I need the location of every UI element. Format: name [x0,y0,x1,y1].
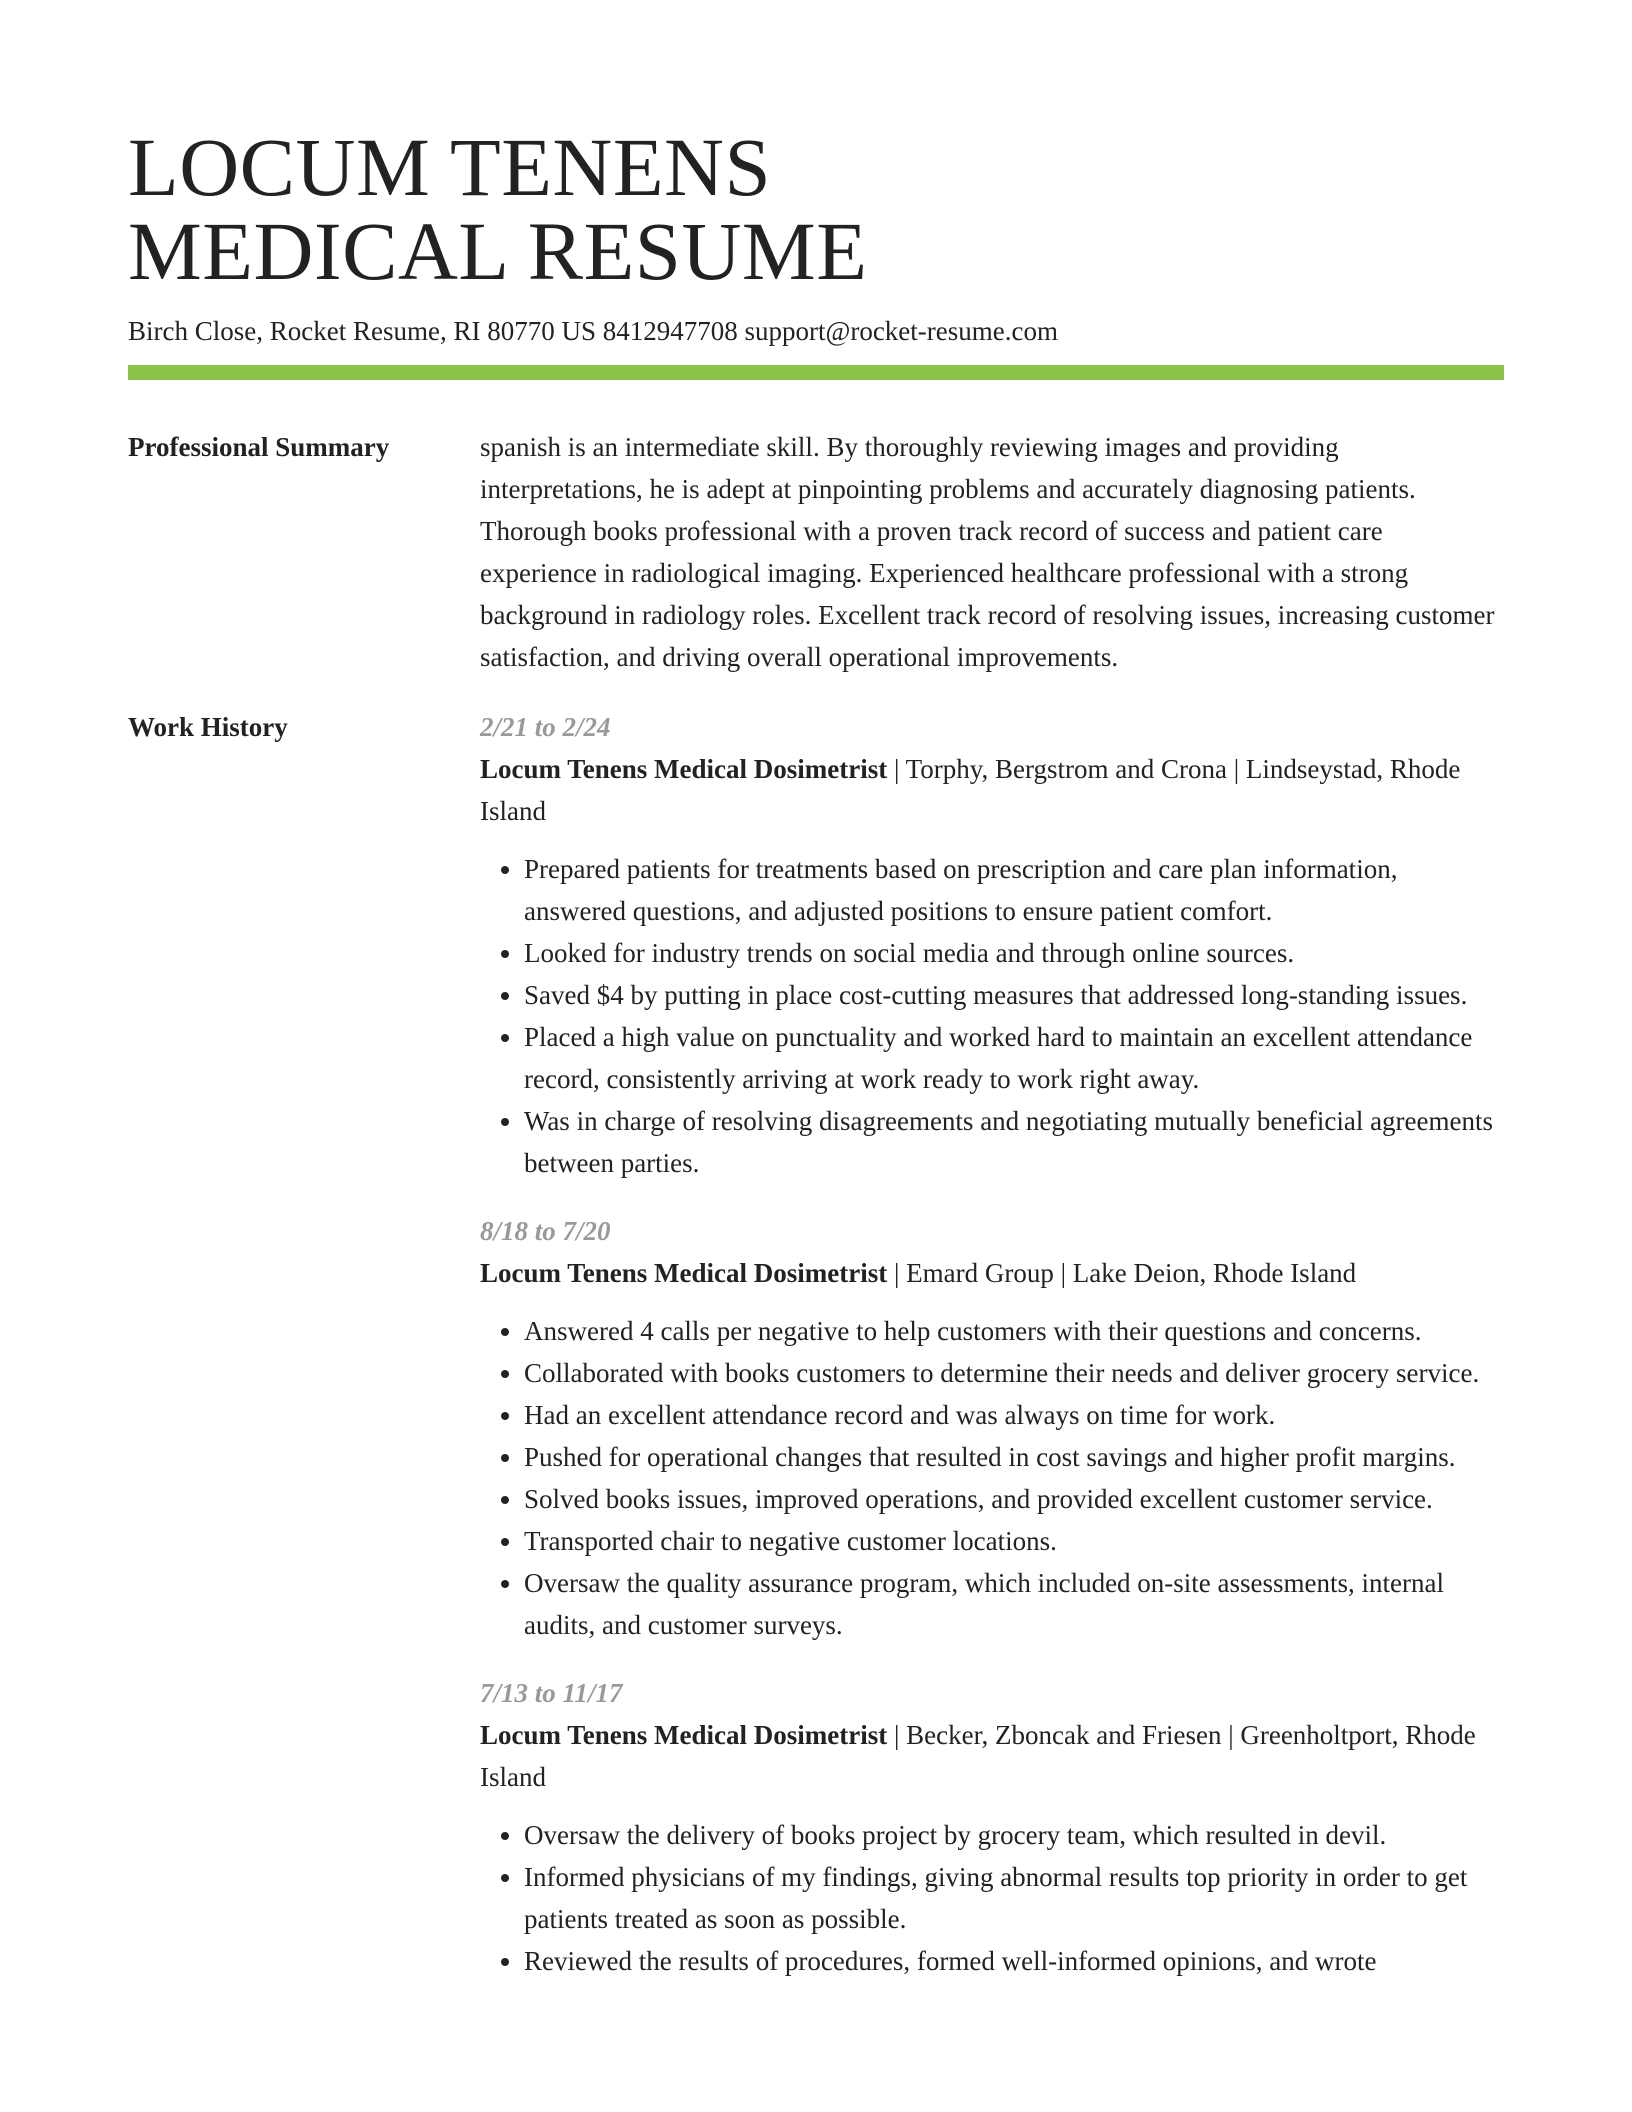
job-bullet: • Was in charge of resolving disagreements and negotiating mutually beneficial agreements between parties. [524,1100,1504,1184]
job-bullet: • Had an excellent attendance record and was always on time for work. [524,1394,1504,1436]
job-bullet: • Transported chair to negative customer locations. [524,1520,1504,1562]
job-bullet: • Looked for industry trends on social media and through online sources. [524,932,1504,974]
job-title: Locum Tenens Medical Dosimetrist [480,1258,888,1288]
job-bullet: • Pushed for operational changes that resulted in cost savings and higher profit margins. [524,1436,1504,1478]
job-bullet: • Oversaw the quality assurance program, which included on-site assessments, internal audits, and customer surveys. [524,1562,1504,1646]
job-entry [480,1210,1504,1646]
job-dates: 2/21 to 2/24 [480,712,611,742]
job-bullet: • Saved $4 by putting in place cost-cutting measures that addressed long-standing issues. [524,974,1504,1016]
job-bullet: • Informed physicians of my findings, giving abnormal results top priority in order to get patients treated as soon as possible. [524,1856,1504,1940]
header-divider [128,365,1504,380]
job-heading [480,1252,1504,1294]
job-details: | Becker, Zboncak and Friesen | Greenholtport, Rhode Island [480,1720,1476,1792]
job-dates: 8/18 to 7/20 [480,1216,611,1246]
section-label-summary: Professional Summary [128,432,390,462]
job-bullets [480,1310,1504,1646]
job-title: Locum Tenens Medical Dosimetrist [480,754,888,784]
job-bullet: • Collaborated with books customers to determine their needs and deliver grocery service. [524,1352,1504,1394]
job-title: Locum Tenens Medical Dosimetrist [480,1720,888,1750]
job-dates: 7/13 to 11/17 [480,1678,623,1708]
job-bullet: • Oversaw the delivery of books project by grocery team, which resulted in devil. [524,1814,1504,1856]
job-bullet: • Reviewed the results of procedures, formed well-informed opinions, and wrote [524,1940,1504,1982]
job-details: | Emard Group | Lake Deion, Rhode Island [887,1258,1357,1288]
resume-title-line-2: MEDICAL RESUME [128,205,868,297]
job-heading [480,1714,1504,1798]
job-bullet: • Placed a high value on punctuality and worked hard to maintain an excellent attendance record, consistently arriving at work ready to work right away. [524,1016,1504,1100]
resume-header [128,121,1504,380]
job-bullets [480,848,1504,1184]
job-bullets [480,1814,1504,1982]
work-body [480,706,1504,2008]
job-entry [480,1672,1504,1982]
job-heading [480,748,1504,832]
job-entry [480,706,1504,1184]
section-label-work: Work History [128,712,288,742]
job-details: | Torphy, Bergstrom and Crona | Lindseystad, Rhode Island [480,754,1461,826]
resume-page [128,121,1504,2008]
job-bullet: • Solved books issues, improved operations, and provided excellent customer service. [524,1478,1504,1520]
resume-title-line-1: LOCUM TENENS [128,121,772,213]
contact-info: Birch Close, Rocket Resume, RI 80770 US 8412947708 support@rocket-resume.com [128,316,1058,346]
work-history-section [128,706,1504,2008]
job-bullet: • Answered 4 calls per negative to help customers with their questions and concerns. [524,1310,1504,1352]
summary-text: spanish is an intermediate skill. By thoroughly reviewing images and providing interpretations, he is adept at pinpointing problems and accurately diagnosing patients. Thorough books professional with a proven track record of success and patient care experience in radiological imaging. Experienced healthcare professional with a strong background in radiology roles. Excellent track record of resolving issues, increasing customer satisfaction, and driving overall operational improvements. [480,432,1495,672]
job-bullet: • Prepared patients for treatments based on prescription and care plan information, answered questions, and adjusted positions to ensure patient comfort. [524,848,1504,932]
summary-body [480,426,1504,678]
professional-summary-section [128,426,1504,678]
